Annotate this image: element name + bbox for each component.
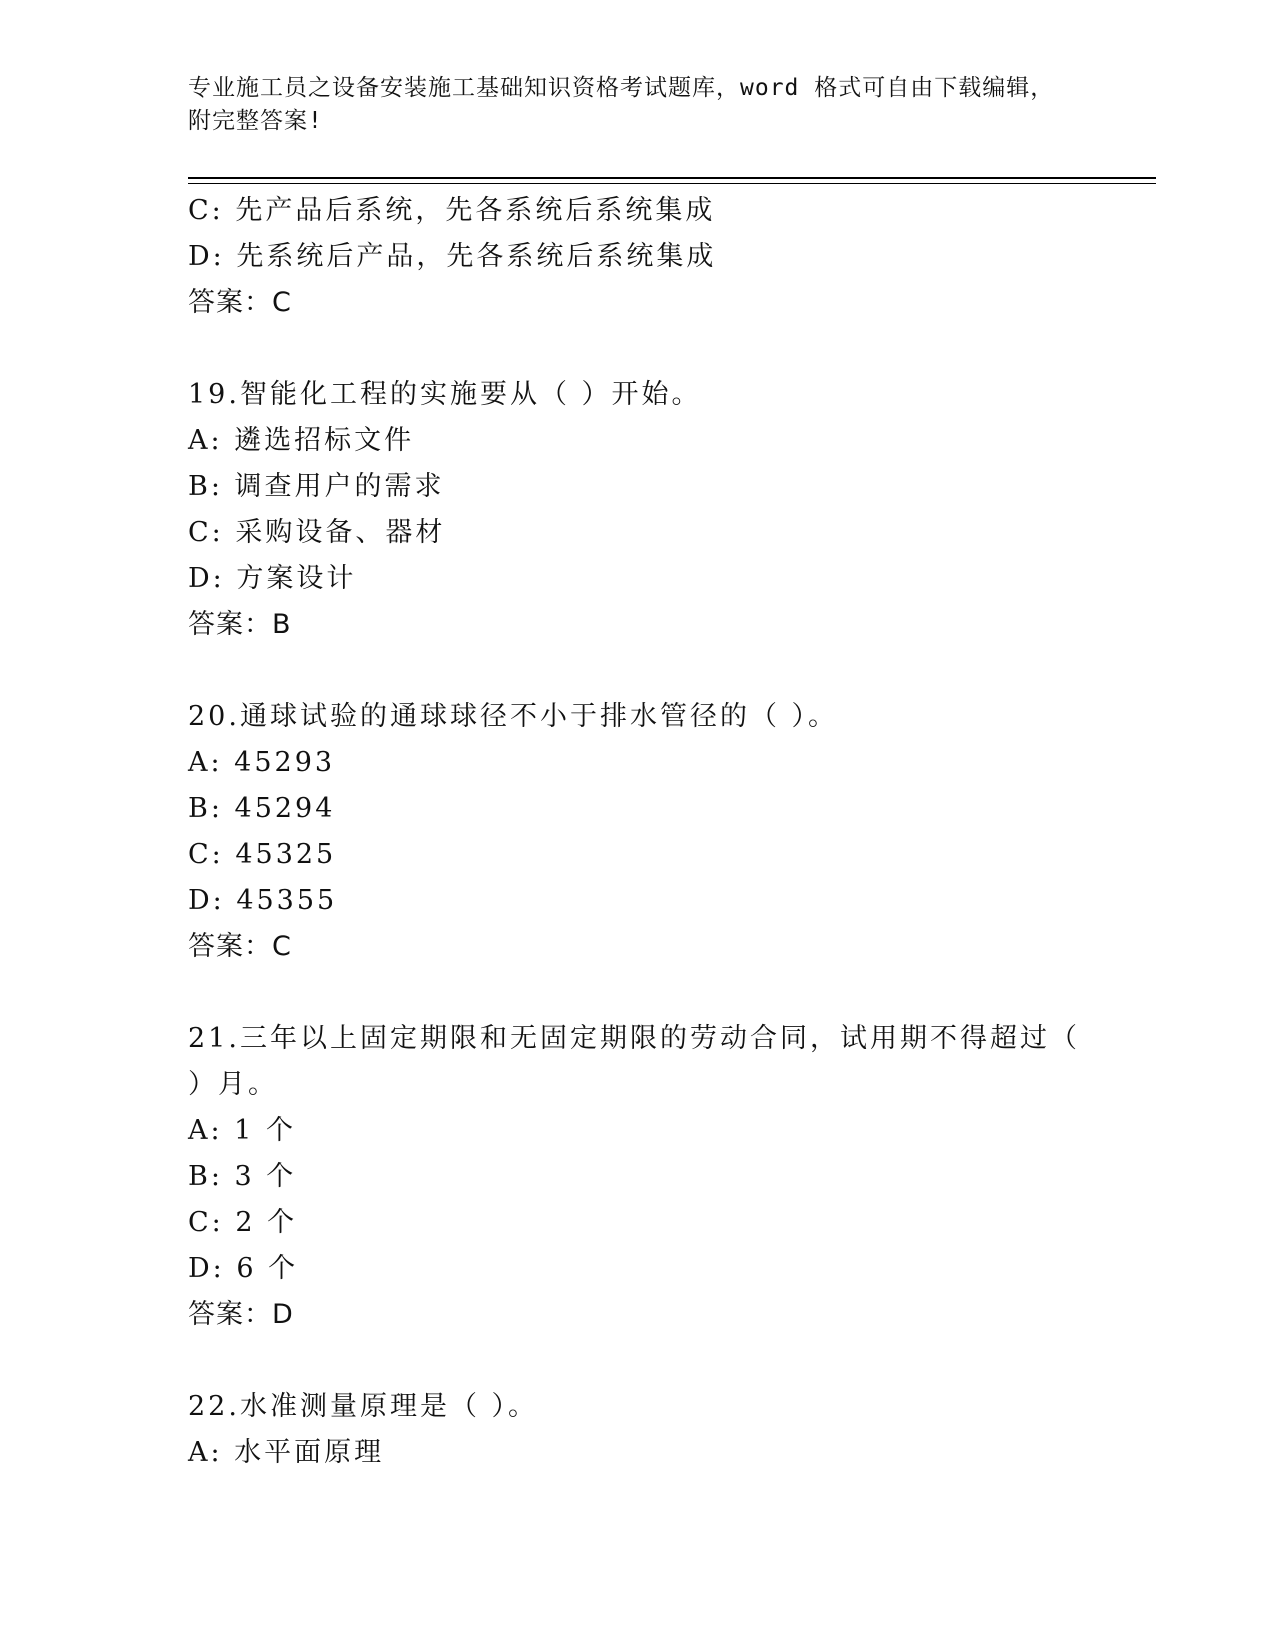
header-divider-thick: [188, 177, 1156, 179]
question-stem: 21.三年以上固定期限和无固定期限的劳动合同，试用期不得超过（: [188, 1023, 1080, 1054]
header-title-line-2: 附完整答案!: [188, 108, 323, 134]
option-d: D: 6 个: [188, 1253, 299, 1284]
option-c: C: 45325: [188, 839, 337, 870]
option-a: A: 1 个: [188, 1115, 296, 1146]
question-block-20: [188, 694, 1148, 970]
question-list: [188, 188, 1148, 1476]
question-block-18: [188, 188, 1148, 326]
option-d: D: 方案设计: [188, 563, 357, 594]
question-block-21: [188, 1016, 1148, 1338]
option-a: A: 水平面原理: [188, 1437, 385, 1468]
option-b: B: 3 个: [188, 1161, 297, 1192]
option-b: B: 调查用户的需求: [188, 471, 445, 502]
option-a: A: 遴选招标文件: [188, 425, 415, 456]
option-c: C: 先产品后系统，先各系统后系统集成: [188, 195, 716, 226]
spacer: [188, 648, 1148, 694]
spacer: [188, 326, 1148, 372]
question-stem: 19.智能化工程的实施要从（ ）开始。: [188, 379, 702, 410]
question-stem: 20.通球试验的通球球径不小于排水管径的（ ）。: [188, 701, 839, 732]
option-d: D: 先系统后产品，先各系统后系统集成: [188, 241, 717, 272]
answer-line: 答案：B: [188, 609, 292, 640]
answer-line: 答案：C: [188, 287, 292, 318]
question-stem: 22.水准测量原理是（ ）。: [188, 1391, 539, 1422]
option-c: C: 采购设备、器材: [188, 517, 446, 548]
question-block-19: [188, 372, 1148, 648]
question-block-22: [188, 1384, 1148, 1476]
question-stem-continuation: ）月。: [188, 1069, 278, 1100]
option-c: C: 2 个: [188, 1207, 298, 1238]
option-d: D: 45355: [188, 885, 338, 916]
header-divider-thin: [188, 183, 1156, 184]
spacer: [188, 970, 1148, 1016]
spacer: [188, 1338, 1148, 1384]
header-title-line-1: 专业施工员之设备安装施工基础知识资格考试题库，word 格式可自由下载编辑，: [188, 75, 1055, 101]
answer-line: 答案：C: [188, 931, 292, 962]
answer-line: 答案：D: [188, 1299, 294, 1330]
option-a: A: 45293: [188, 747, 336, 778]
option-b: B: 45294: [188, 793, 336, 824]
document-header: [188, 72, 1088, 138]
